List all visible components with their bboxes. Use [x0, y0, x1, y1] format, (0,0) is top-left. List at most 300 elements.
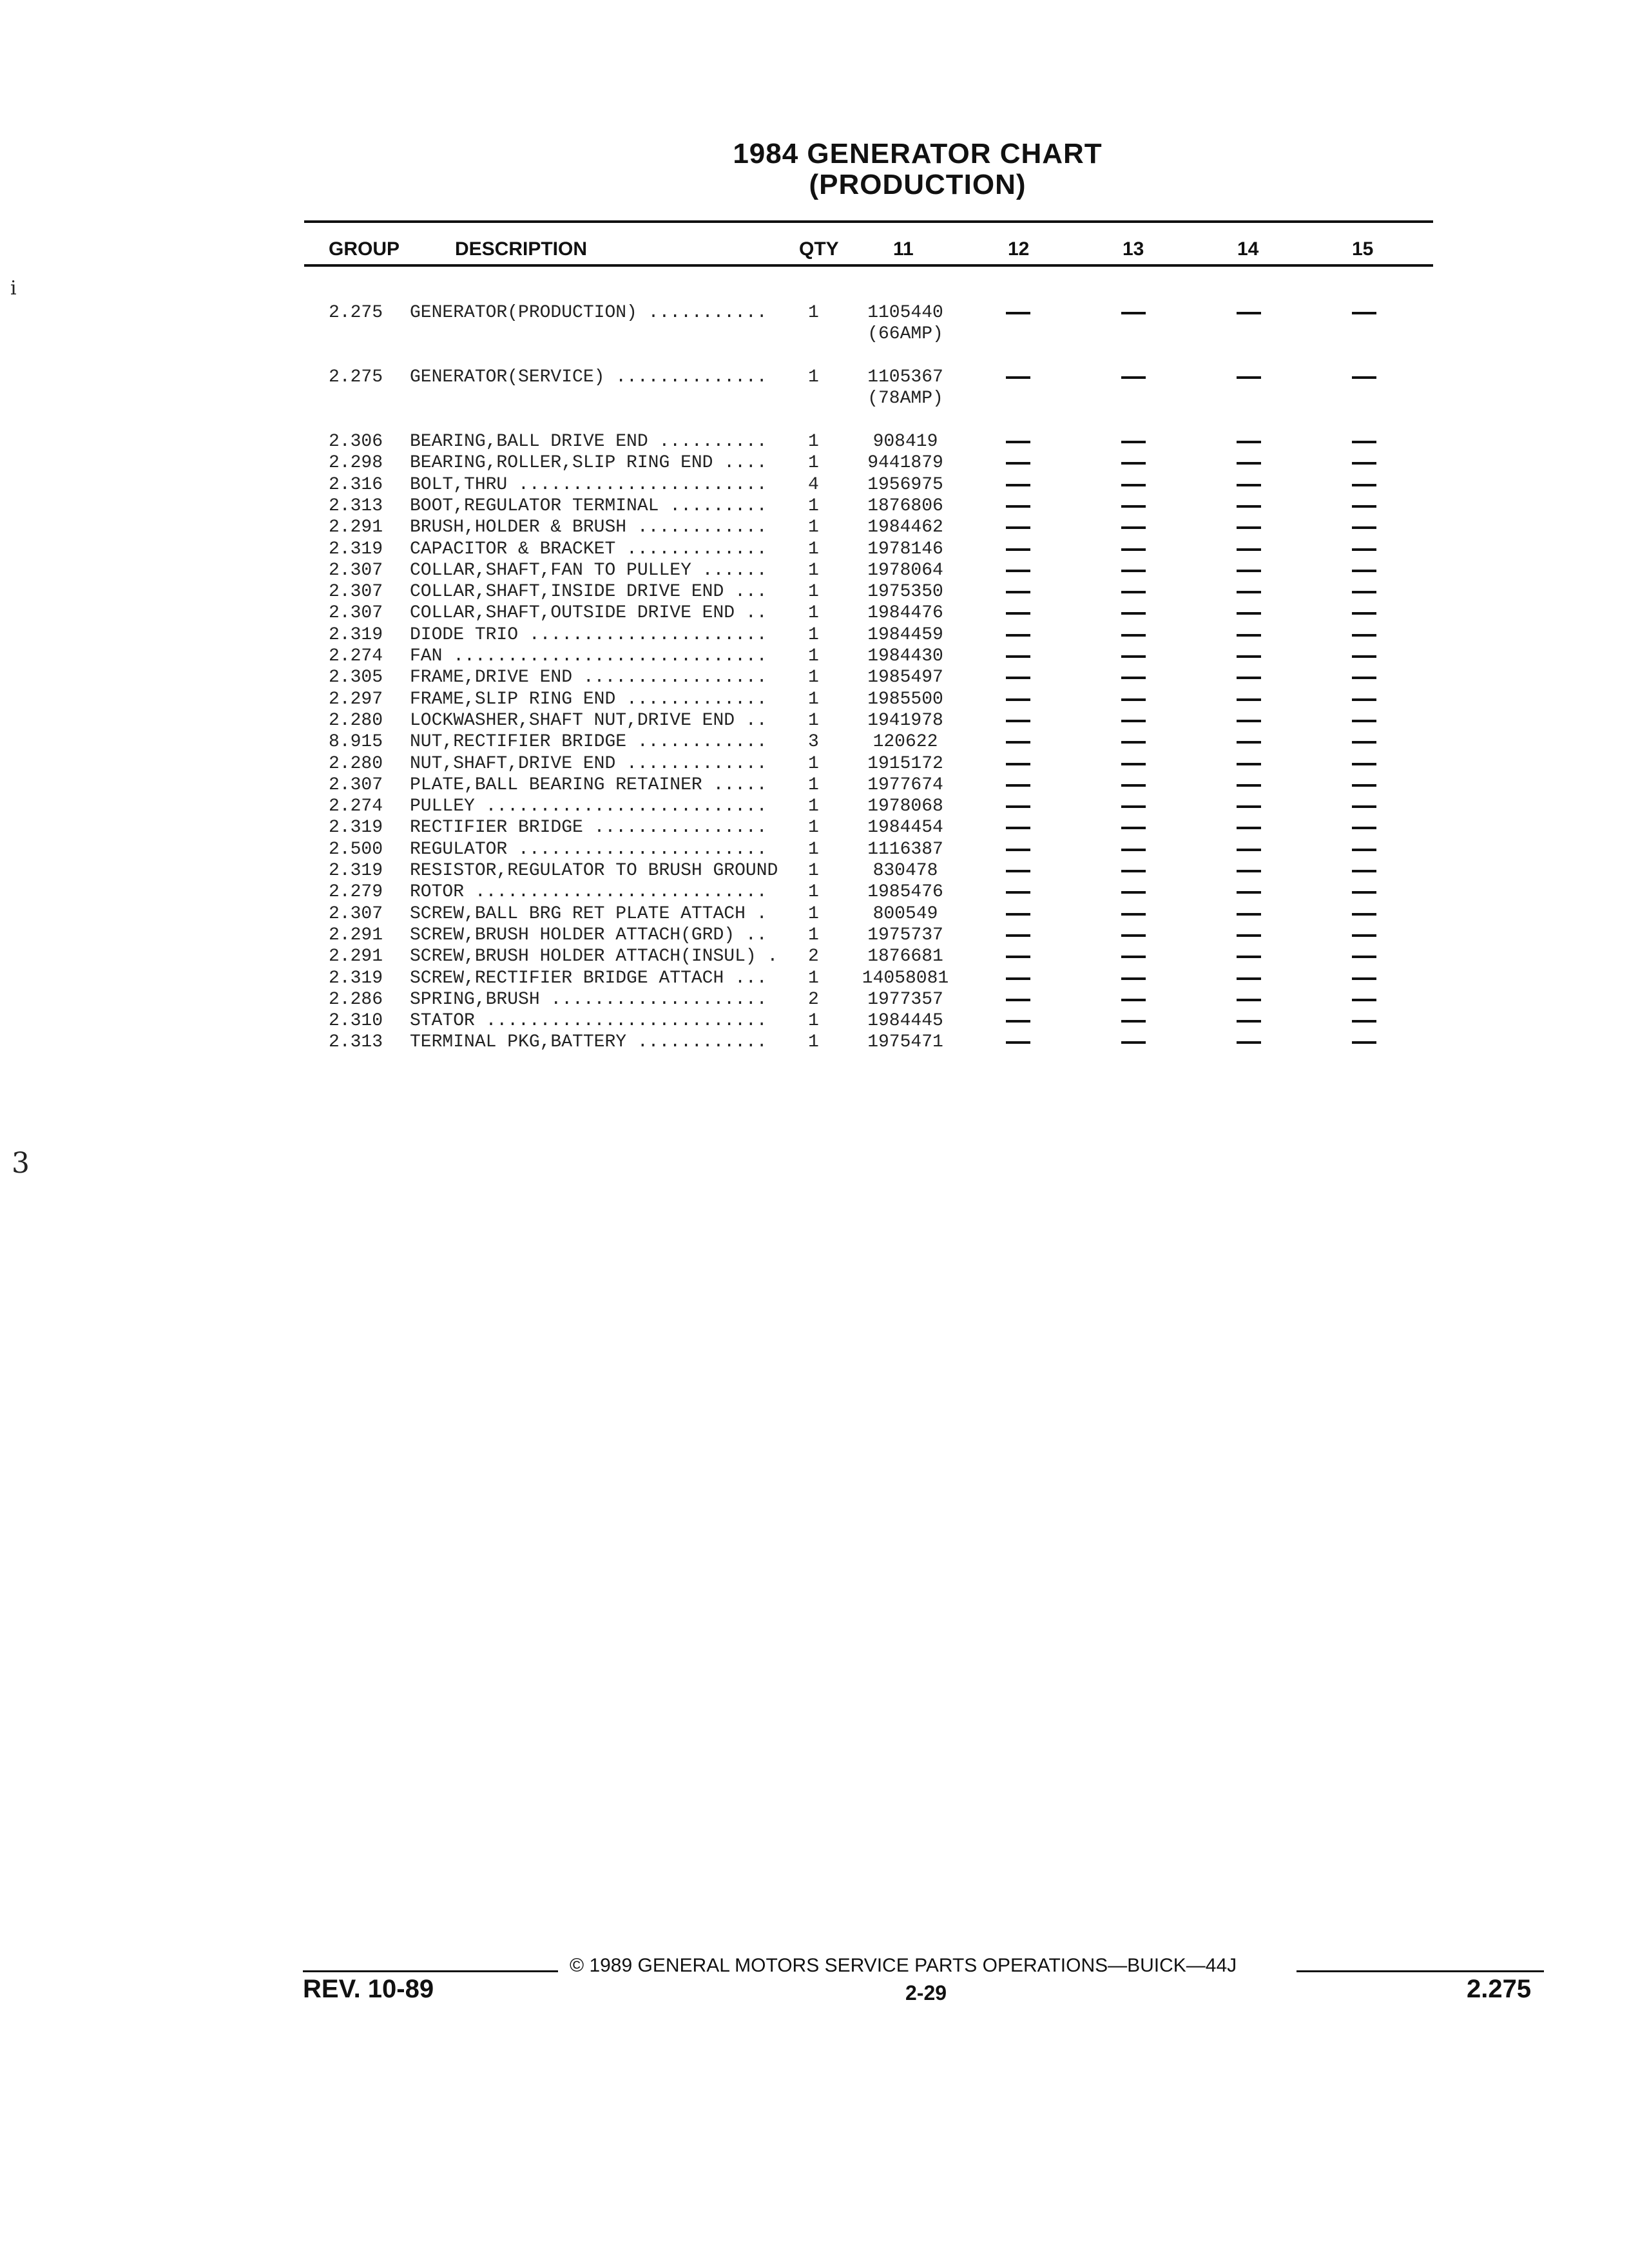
table-row: [0, 968, 1629, 990]
part-number-cell: 908419: [872, 432, 938, 452]
footer-page-number: 2-29: [905, 1981, 947, 2004]
part-number-cell: 1105367: [867, 367, 943, 387]
table-row: [0, 496, 1629, 517]
group-cell: 2.319: [329, 818, 383, 838]
not-applicable-dash: [1006, 741, 1030, 744]
table-row: [0, 1032, 1629, 1053]
group-cell: 2.500: [329, 839, 383, 860]
not-applicable-dash: [1121, 634, 1146, 637]
qty-cell: 1: [808, 303, 819, 323]
qty-cell: 4: [808, 474, 819, 495]
not-applicable-dash: [1121, 849, 1146, 851]
chart-title: 1984 GENERATOR CHART: [733, 138, 1103, 169]
not-applicable-dash: [1237, 827, 1261, 829]
qty-cell: 1: [808, 818, 819, 838]
description-cell: PULLEY ..........................: [410, 796, 767, 817]
not-applicable-dash: [1352, 462, 1376, 465]
not-applicable-dash: [1352, 805, 1376, 808]
not-applicable-dash: [1237, 956, 1261, 958]
part-number-cell: 1975350: [867, 582, 943, 602]
qty-cell: 1: [808, 624, 819, 645]
description-cell: GENERATOR(SERVICE) ..............: [410, 367, 767, 387]
not-applicable-dash: [1237, 677, 1261, 679]
not-applicable-dash: [1006, 312, 1030, 314]
not-applicable-dash: [1006, 526, 1030, 529]
footer-section-number: 2.275: [1467, 1975, 1532, 2003]
table-row: [0, 303, 1629, 344]
table-row: [0, 475, 1629, 496]
not-applicable-dash: [1121, 784, 1146, 787]
part-number-cell: 1984454: [867, 818, 943, 838]
not-applicable-dash: [1006, 677, 1030, 679]
not-applicable-dash: [1237, 612, 1261, 615]
table-row: [0, 732, 1629, 753]
not-applicable-dash: [1006, 805, 1030, 808]
description-cell: RECTIFIER BRIDGE ................: [410, 818, 767, 838]
table-row: [0, 796, 1629, 818]
group-cell: 2.319: [329, 539, 383, 559]
not-applicable-dash: [1006, 1020, 1030, 1023]
not-applicable-dash: [1237, 763, 1261, 765]
amperage-cell: (78AMP): [867, 389, 943, 408]
description-cell: NUT,SHAFT,DRIVE END .............: [410, 753, 767, 774]
not-applicable-dash: [1237, 805, 1261, 808]
part-number-cell: 1975737: [867, 925, 943, 945]
description-cell: DIODE TRIO ......................: [410, 624, 767, 645]
not-applicable-dash: [1352, 505, 1376, 508]
description-cell: RESISTOR,REGULATOR TO BRUSH GROUND: [410, 861, 778, 881]
description-cell: FAN .............................: [410, 646, 767, 666]
group-cell: 2.306: [329, 432, 383, 452]
qty-cell: 1: [808, 668, 819, 688]
table-row: [0, 517, 1629, 539]
not-applicable-dash: [1352, 677, 1376, 679]
qty-cell: 1: [808, 560, 819, 581]
part-number-cell: 120622: [872, 732, 938, 753]
description-cell: SPRING,BRUSH ....................: [410, 989, 767, 1010]
col-12: 12: [1008, 238, 1030, 260]
description-cell: REGULATOR .......................: [410, 839, 767, 860]
not-applicable-dash: [1006, 720, 1030, 722]
qty-cell: 1: [808, 861, 819, 881]
qty-cell: 1: [808, 710, 819, 731]
table-row: [0, 432, 1629, 453]
not-applicable-dash: [1237, 655, 1261, 658]
not-applicable-dash: [1352, 1020, 1376, 1023]
not-applicable-dash: [1352, 591, 1376, 593]
not-applicable-dash: [1352, 655, 1376, 658]
description-cell: GENERATOR(PRODUCTION) ...........: [410, 303, 767, 323]
group-cell: 8.915: [329, 732, 383, 753]
description-cell: SCREW,RECTIFIER BRIDGE ATTACH ...: [410, 968, 767, 988]
not-applicable-dash: [1352, 741, 1376, 744]
group-cell: 2.274: [329, 646, 383, 666]
not-applicable-dash: [1121, 870, 1146, 872]
table-row: [0, 711, 1629, 732]
part-number-cell: 1105440: [867, 303, 943, 323]
description-cell: BOLT,THRU .......................: [410, 474, 767, 495]
not-applicable-dash: [1352, 956, 1376, 958]
not-applicable-dash: [1237, 849, 1261, 851]
footer-rule-right: [1296, 1970, 1544, 1972]
not-applicable-dash: [1352, 526, 1376, 529]
not-applicable-dash: [1121, 612, 1146, 615]
not-applicable-dash: [1237, 870, 1261, 872]
table-row: [0, 947, 1629, 968]
not-applicable-dash: [1352, 548, 1376, 551]
part-number-cell: 1978146: [867, 539, 943, 559]
not-applicable-dash: [1121, 827, 1146, 829]
not-applicable-dash: [1352, 763, 1376, 765]
group-cell: 2.319: [329, 861, 383, 881]
not-applicable-dash: [1121, 805, 1146, 808]
group-cell: 2.291: [329, 947, 383, 967]
group-cell: 2.274: [329, 796, 383, 817]
part-number-cell: 800549: [872, 903, 938, 924]
not-applicable-dash: [1006, 591, 1030, 593]
not-applicable-dash: [1121, 1020, 1146, 1023]
not-applicable-dash: [1237, 891, 1261, 894]
not-applicable-dash: [1352, 612, 1376, 615]
table-row: [0, 925, 1629, 947]
not-applicable-dash: [1006, 548, 1030, 551]
part-number-cell: 1978064: [867, 560, 943, 581]
not-applicable-dash: [1352, 934, 1376, 937]
not-applicable-dash: [1352, 977, 1376, 980]
col-11: 11: [893, 238, 914, 260]
not-applicable-dash: [1237, 934, 1261, 937]
qty-cell: 1: [808, 1011, 819, 1032]
not-applicable-dash: [1006, 763, 1030, 765]
part-number-cell: 1984430: [867, 646, 943, 666]
group-cell: 2.297: [329, 689, 383, 709]
col-13: 13: [1123, 238, 1144, 260]
description-cell: CAPACITOR & BRACKET .............: [410, 539, 767, 559]
group-cell: 2.291: [329, 517, 383, 538]
table-row: [0, 1011, 1629, 1032]
group-cell: 2.307: [329, 582, 383, 602]
group-cell: 2.291: [329, 925, 383, 945]
not-applicable-dash: [1121, 698, 1146, 701]
qty-cell: 1: [808, 646, 819, 666]
qty-cell: 2: [808, 947, 819, 967]
description-cell: ROTOR ...........................: [410, 882, 767, 903]
part-number-cell: 1984445: [867, 1011, 943, 1032]
not-applicable-dash: [1237, 376, 1261, 379]
header-bottom-rule: [304, 264, 1433, 267]
table-row: [0, 818, 1629, 839]
not-applicable-dash: [1006, 1041, 1030, 1044]
not-applicable-dash: [1006, 827, 1030, 829]
not-applicable-dash: [1121, 655, 1146, 658]
chart-subtitle: (PRODUCTION): [809, 169, 1027, 200]
qty-cell: 1: [808, 839, 819, 860]
not-applicable-dash: [1352, 634, 1376, 637]
group-cell: 2.310: [329, 1011, 383, 1032]
not-applicable-dash: [1006, 999, 1030, 1001]
not-applicable-dash: [1352, 720, 1376, 722]
not-applicable-dash: [1237, 570, 1261, 572]
not-applicable-dash: [1237, 1020, 1261, 1023]
not-applicable-dash: [1352, 698, 1376, 701]
not-applicable-dash: [1237, 462, 1261, 465]
description-cell: BOOT,REGULATOR TERMINAL .........: [410, 495, 767, 516]
part-number-cell: 1915172: [867, 753, 943, 774]
footer-copyright: © 1989 GENERAL MOTORS SERVICE PARTS OPERATIONS—BUICK—44J: [570, 1955, 1237, 1976]
table-row: [0, 561, 1629, 582]
margin-mark-mid: 3: [12, 1147, 30, 1180]
group-cell: 2.275: [329, 367, 383, 387]
not-applicable-dash: [1237, 784, 1261, 787]
col-14: 14: [1237, 238, 1259, 260]
table-row: [0, 990, 1629, 1011]
qty-cell: 1: [808, 1032, 819, 1053]
table-row: [0, 453, 1629, 474]
qty-cell: 1: [808, 367, 819, 387]
qty-cell: 1: [808, 925, 819, 945]
footer-rule-left: [303, 1970, 558, 1972]
description-cell: SCREW,BALL BRG RET PLATE ATTACH .: [410, 903, 767, 924]
group-cell: 2.319: [329, 624, 383, 645]
description-cell: LOCKWASHER,SHAFT NUT,DRIVE END ..: [410, 710, 767, 731]
table-row: [0, 539, 1629, 561]
table-row: [0, 646, 1629, 668]
not-applicable-dash: [1121, 934, 1146, 937]
part-number-cell: 1977357: [867, 989, 943, 1010]
group-cell: 2.280: [329, 753, 383, 774]
col-qty: QTY: [799, 238, 839, 260]
not-applicable-dash: [1237, 1041, 1261, 1044]
not-applicable-dash: [1006, 934, 1030, 937]
not-applicable-dash: [1237, 634, 1261, 637]
table-row: [0, 754, 1629, 775]
part-number-cell: 830478: [872, 861, 938, 881]
description-cell: BEARING,ROLLER,SLIP RING END ....: [410, 453, 767, 474]
not-applicable-dash: [1121, 570, 1146, 572]
group-cell: 2.313: [329, 495, 383, 516]
not-applicable-dash: [1237, 312, 1261, 314]
not-applicable-dash: [1006, 505, 1030, 508]
description-cell: COLLAR,SHAFT,OUTSIDE DRIVE END ..: [410, 603, 767, 624]
qty-cell: 1: [808, 495, 819, 516]
not-applicable-dash: [1121, 441, 1146, 443]
description-cell: SCREW,BRUSH HOLDER ATTACH(INSUL) .: [410, 947, 778, 967]
part-number-cell: 1985500: [867, 689, 943, 709]
not-applicable-dash: [1121, 956, 1146, 958]
part-number-cell: 1984459: [867, 624, 943, 645]
not-applicable-dash: [1352, 484, 1376, 486]
group-cell: 2.316: [329, 474, 383, 495]
not-applicable-dash: [1237, 741, 1261, 744]
qty-cell: 1: [808, 539, 819, 559]
part-number-cell: 14058081: [862, 968, 949, 988]
qty-cell: 1: [808, 968, 819, 988]
not-applicable-dash: [1121, 1041, 1146, 1044]
not-applicable-dash: [1237, 977, 1261, 980]
not-applicable-dash: [1006, 376, 1030, 379]
not-applicable-dash: [1121, 312, 1146, 314]
table-row: [0, 668, 1629, 689]
not-applicable-dash: [1352, 849, 1376, 851]
not-applicable-dash: [1006, 870, 1030, 872]
description-cell: BEARING,BALL DRIVE END ..........: [410, 432, 767, 452]
description-cell: SCREW,BRUSH HOLDER ATTACH(GRD) ..: [410, 925, 767, 945]
not-applicable-dash: [1121, 763, 1146, 765]
qty-cell: 1: [808, 453, 819, 474]
not-applicable-dash: [1352, 827, 1376, 829]
not-applicable-dash: [1121, 977, 1146, 980]
not-applicable-dash: [1006, 891, 1030, 894]
not-applicable-dash: [1006, 913, 1030, 916]
footer-revision: REV. 10-89: [303, 1975, 434, 2003]
not-applicable-dash: [1006, 462, 1030, 465]
not-applicable-dash: [1352, 312, 1376, 314]
group-cell: 2.313: [329, 1032, 383, 1053]
not-applicable-dash: [1121, 484, 1146, 486]
not-applicable-dash: [1121, 505, 1146, 508]
description-cell: STATOR ..........................: [410, 1011, 767, 1032]
not-applicable-dash: [1006, 784, 1030, 787]
not-applicable-dash: [1006, 655, 1030, 658]
not-applicable-dash: [1352, 891, 1376, 894]
not-applicable-dash: [1006, 441, 1030, 443]
table-row: [0, 840, 1629, 861]
description-cell: FRAME,SLIP RING END .............: [410, 689, 767, 709]
qty-cell: 1: [808, 517, 819, 538]
not-applicable-dash: [1121, 999, 1146, 1001]
group-cell: 2.307: [329, 560, 383, 581]
not-applicable-dash: [1352, 570, 1376, 572]
table-row: [0, 625, 1629, 646]
not-applicable-dash: [1237, 548, 1261, 551]
not-applicable-dash: [1237, 698, 1261, 701]
group-cell: 2.307: [329, 603, 383, 624]
part-number-cell: 1975471: [867, 1032, 943, 1053]
not-applicable-dash: [1237, 591, 1261, 593]
group-cell: 2.305: [329, 668, 383, 688]
col-15: 15: [1352, 238, 1374, 260]
not-applicable-dash: [1237, 720, 1261, 722]
part-number-cell: 9441879: [867, 453, 943, 474]
not-applicable-dash: [1237, 484, 1261, 486]
not-applicable-dash: [1352, 870, 1376, 872]
qty-cell: 1: [808, 753, 819, 774]
table-row: [0, 882, 1629, 903]
description-cell: TERMINAL PKG,BATTERY ............: [410, 1032, 767, 1053]
not-applicable-dash: [1121, 591, 1146, 593]
part-number-cell: 1984462: [867, 517, 943, 538]
not-applicable-dash: [1237, 505, 1261, 508]
qty-cell: 1: [808, 603, 819, 624]
col-group: GROUP: [329, 238, 400, 260]
group-cell: 2.286: [329, 989, 383, 1010]
not-applicable-dash: [1237, 999, 1261, 1001]
part-number-cell: 1977674: [867, 774, 943, 795]
not-applicable-dash: [1121, 741, 1146, 744]
qty-cell: 3: [808, 732, 819, 753]
part-number-cell: 1985476: [867, 882, 943, 903]
not-applicable-dash: [1006, 698, 1030, 701]
table-row: [0, 582, 1629, 603]
not-applicable-dash: [1237, 526, 1261, 529]
description-cell: COLLAR,SHAFT,FAN TO PULLEY ......: [410, 560, 767, 581]
table-row: [0, 367, 1629, 408]
col-description: DESCRIPTION: [455, 238, 588, 260]
part-number-cell: 1876681: [867, 947, 943, 967]
part-number-cell: 1941978: [867, 710, 943, 731]
not-applicable-dash: [1352, 999, 1376, 1001]
not-applicable-dash: [1006, 570, 1030, 572]
qty-cell: 1: [808, 903, 819, 924]
qty-cell: 1: [808, 774, 819, 795]
group-cell: 2.298: [329, 453, 383, 474]
not-applicable-dash: [1237, 913, 1261, 916]
description-cell: FRAME,DRIVE END .................: [410, 668, 767, 688]
not-applicable-dash: [1121, 376, 1146, 379]
header-top-rule: [304, 220, 1433, 223]
qty-cell: 1: [808, 432, 819, 452]
not-applicable-dash: [1121, 526, 1146, 529]
part-number-cell: 1956975: [867, 474, 943, 495]
group-cell: 2.307: [329, 774, 383, 795]
qty-cell: 1: [808, 796, 819, 817]
part-number-cell: 1985497: [867, 668, 943, 688]
part-number-cell: 1978068: [867, 796, 943, 817]
not-applicable-dash: [1006, 956, 1030, 958]
not-applicable-dash: [1121, 548, 1146, 551]
not-applicable-dash: [1006, 484, 1030, 486]
table-row: [0, 904, 1629, 925]
group-cell: 2.280: [329, 710, 383, 731]
not-applicable-dash: [1352, 784, 1376, 787]
qty-cell: 1: [808, 882, 819, 903]
part-number-cell: 1116387: [867, 839, 943, 860]
not-applicable-dash: [1121, 462, 1146, 465]
not-applicable-dash: [1352, 913, 1376, 916]
table-row: [0, 861, 1629, 882]
table-row: [0, 603, 1629, 624]
description-cell: COLLAR,SHAFT,INSIDE DRIVE END ...: [410, 582, 767, 602]
table-row: [0, 689, 1629, 711]
not-applicable-dash: [1352, 376, 1376, 379]
not-applicable-dash: [1352, 441, 1376, 443]
not-applicable-dash: [1121, 913, 1146, 916]
part-number-cell: 1876806: [867, 495, 943, 516]
not-applicable-dash: [1006, 612, 1030, 615]
not-applicable-dash: [1352, 1041, 1376, 1044]
not-applicable-dash: [1121, 720, 1146, 722]
not-applicable-dash: [1121, 677, 1146, 679]
not-applicable-dash: [1006, 849, 1030, 851]
group-cell: 2.279: [329, 882, 383, 903]
qty-cell: 2: [808, 989, 819, 1010]
qty-cell: 1: [808, 689, 819, 709]
group-cell: 2.307: [329, 903, 383, 924]
group-cell: 2.275: [329, 303, 383, 323]
part-number-cell: 1984476: [867, 603, 943, 624]
margin-mark-top: i: [10, 277, 17, 300]
description-cell: PLATE,BALL BEARING RETAINER .....: [410, 774, 767, 795]
amperage-cell: (66AMP): [867, 324, 943, 344]
description-cell: BRUSH,HOLDER & BRUSH ............: [410, 517, 767, 538]
not-applicable-dash: [1006, 634, 1030, 637]
not-applicable-dash: [1237, 441, 1261, 443]
not-applicable-dash: [1121, 891, 1146, 894]
qty-cell: 1: [808, 582, 819, 602]
not-applicable-dash: [1006, 977, 1030, 980]
table-row: [0, 775, 1629, 796]
group-cell: 2.319: [329, 968, 383, 988]
